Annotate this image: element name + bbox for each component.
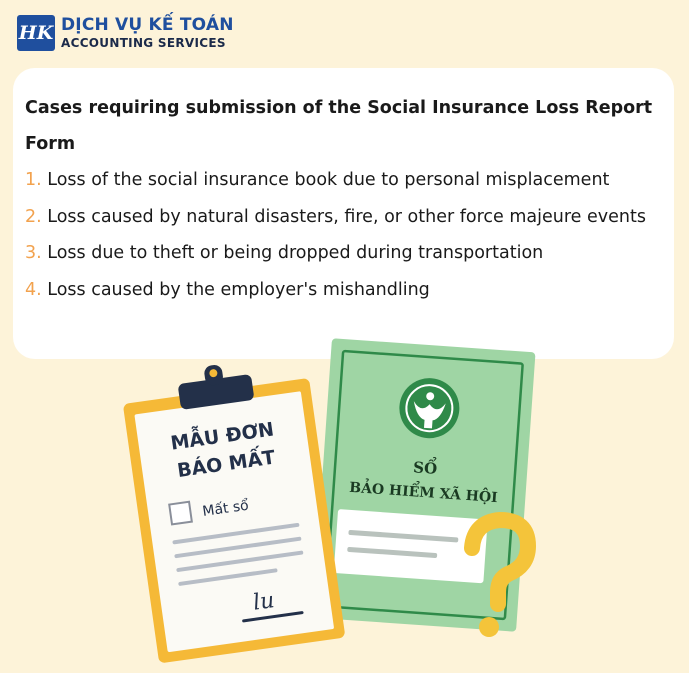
list-item-number: 3. — [25, 243, 42, 263]
brand-title: DỊCH VỤ KẾ TOÁN — [61, 15, 234, 35]
booklet-line2: BẢO HIỂM XÃ HỘI — [348, 479, 499, 507]
form-title-line2: BÁO MẤT — [175, 446, 277, 483]
list-item-number: 1. — [25, 170, 42, 190]
list-item-text: Loss caused by the employer's mishandling — [41, 279, 430, 300]
list-item-text: Loss caused by natural disasters, fire, or other force majeure events — [41, 206, 646, 227]
signature: lu — [251, 588, 276, 616]
brand-subtitle: ACCOUNTING SERVICES — [61, 36, 226, 50]
list-item-number: 4. — [25, 279, 42, 300]
list-item-text: Loss of the social insurance book due to personal misplacement — [41, 170, 610, 190]
list-item-number: 2. — [25, 206, 42, 227]
checkbox-label: Mất sổ — [201, 497, 250, 520]
card-heading: Cases requiring submission of the Social Insurance Loss Report Form — [25, 98, 653, 154]
clipboard — [119, 352, 345, 663]
form-title-line1: MẪU ĐƠN — [169, 418, 276, 455]
checkbox — [169, 502, 192, 525]
list-item-text: Loss due to theft or being dropped during transportation — [41, 243, 544, 263]
booklet-line1: SỔ — [412, 458, 438, 478]
brand-logo-text: HK — [18, 22, 54, 44]
